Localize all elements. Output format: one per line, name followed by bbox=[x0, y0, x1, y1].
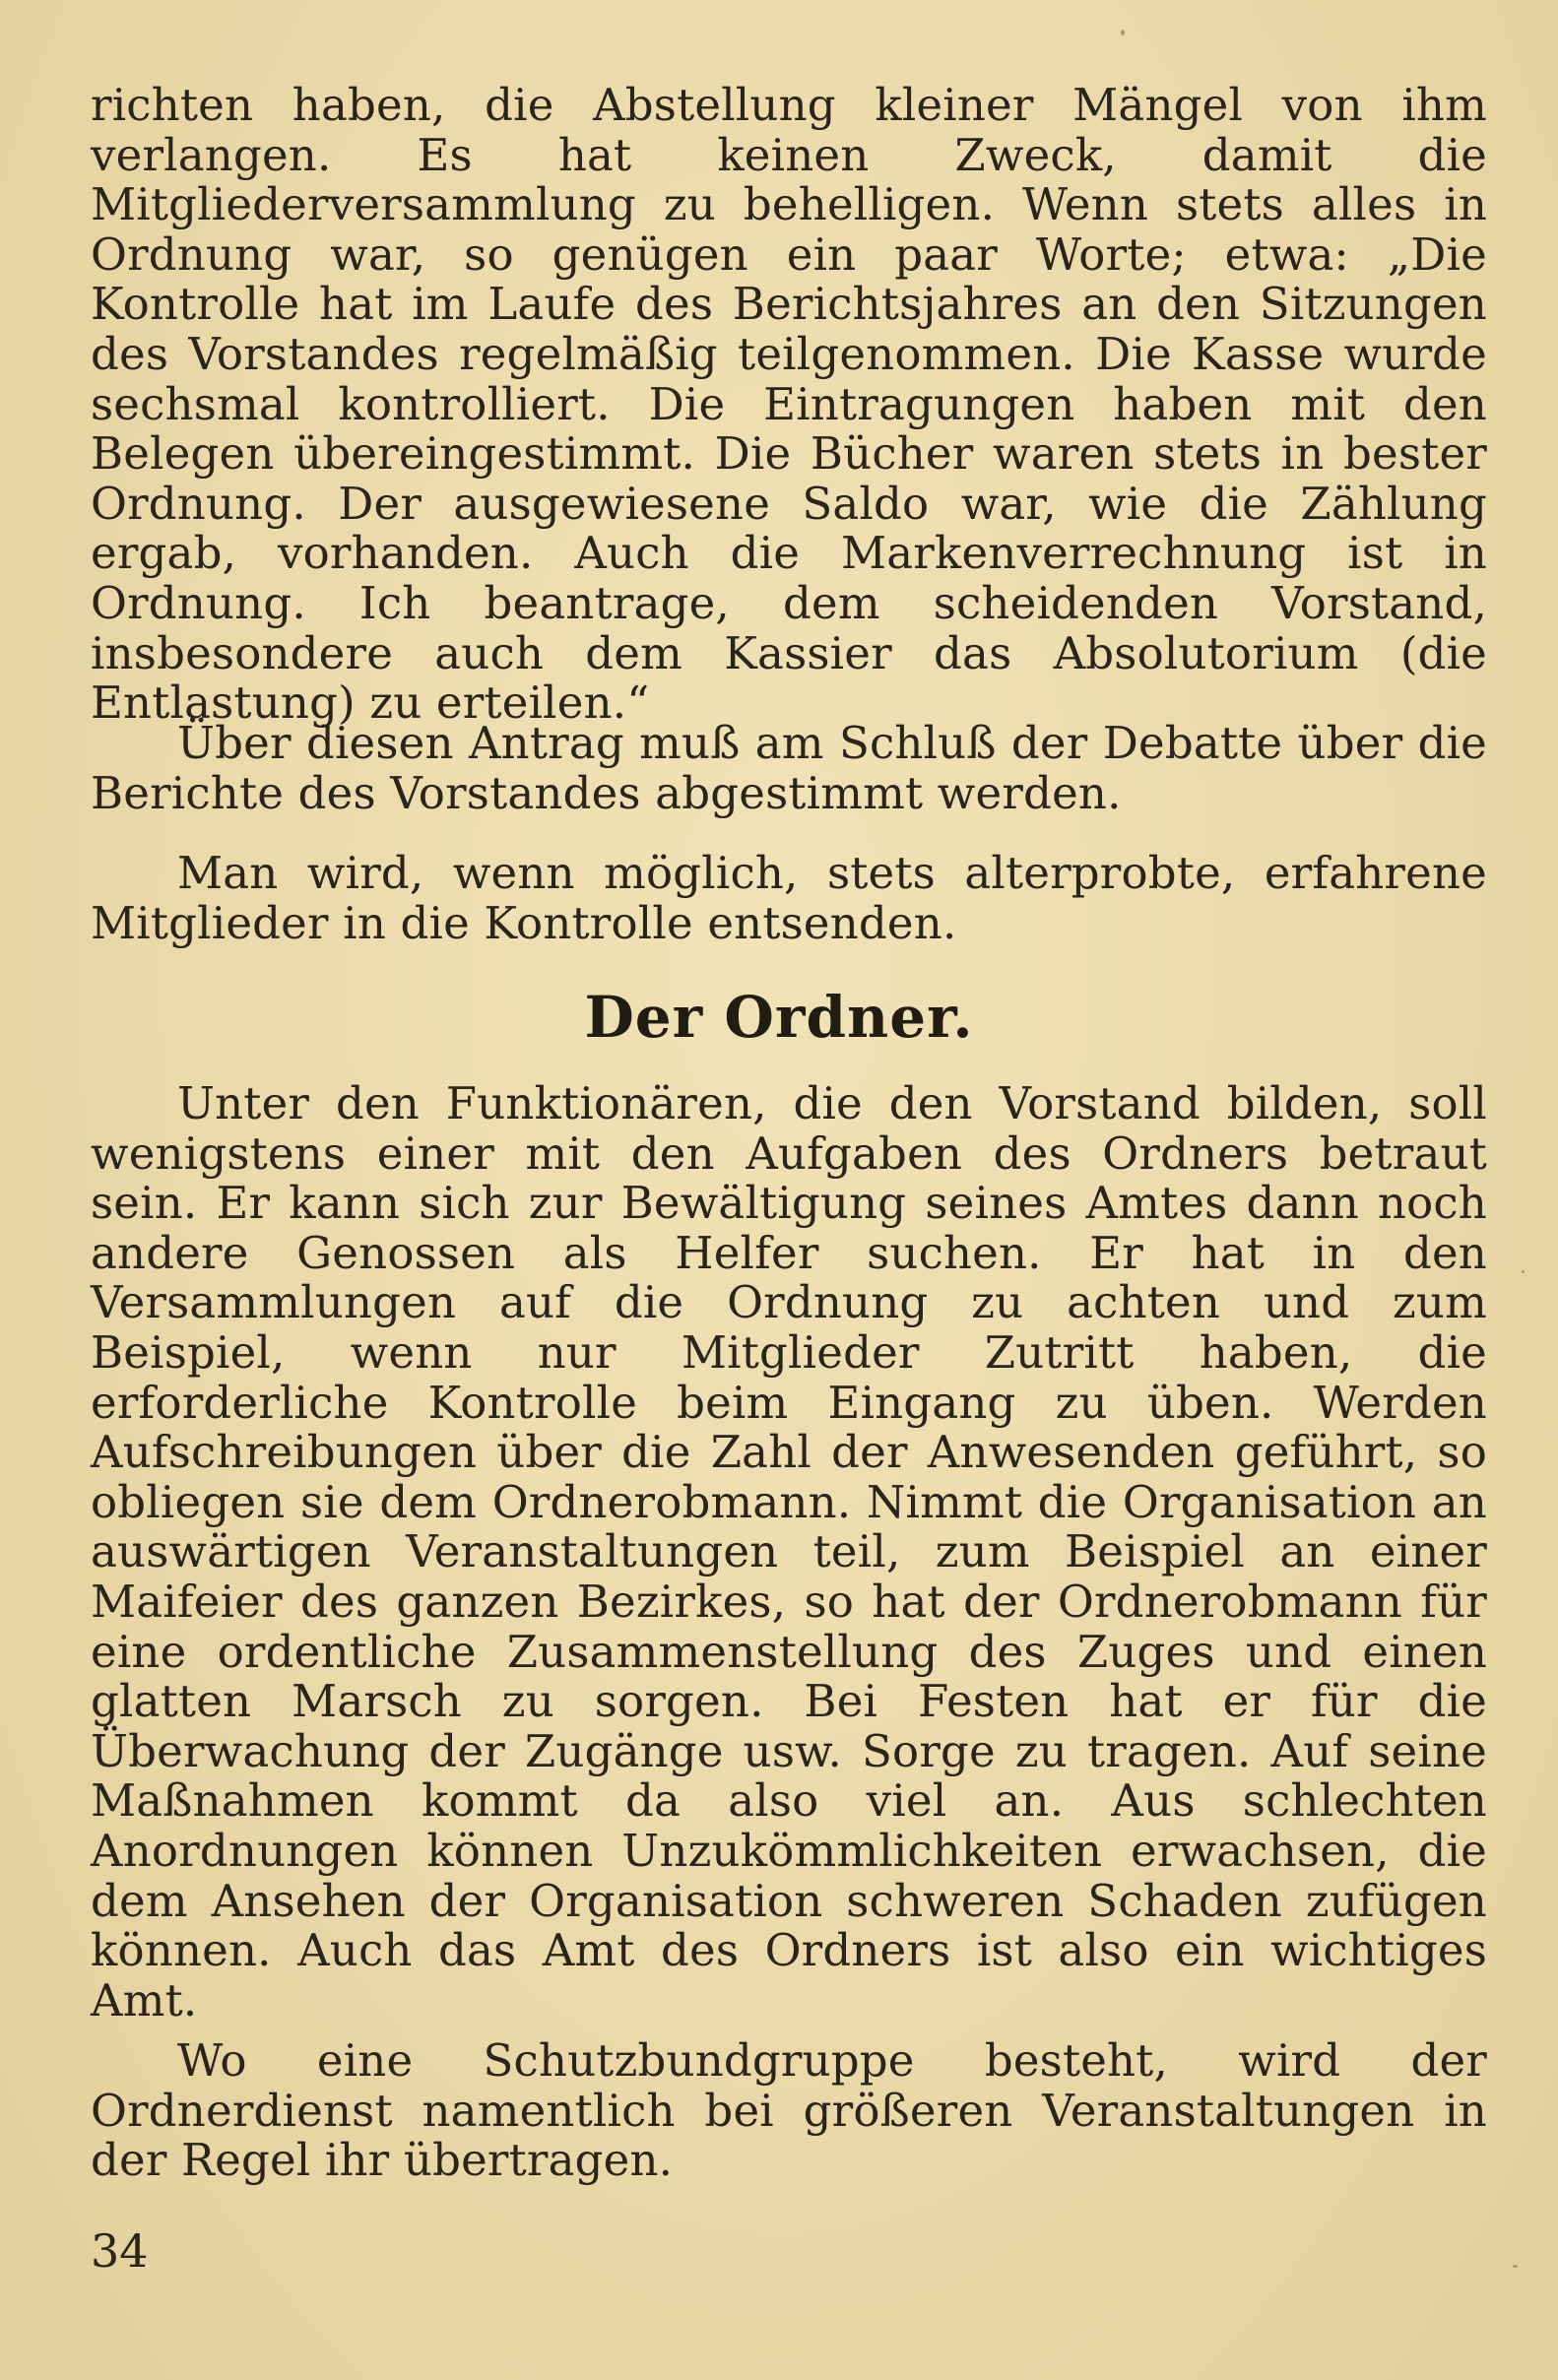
continuation-paragraph bbox=[91, 81, 1487, 729]
antrag-paragraph-text: Über diesen Antrag muß am Schluß der Debatte über die Berichte des Vorstandes abgestimmt werden. bbox=[91, 717, 1487, 819]
man-paragraph-text: Man wird, wenn möglich, stets alterprobte, erfahrene Mitglieder in die Kontrolle entsenden. bbox=[91, 847, 1487, 949]
paper-speck bbox=[1522, 1270, 1525, 1273]
ordner-paragraph bbox=[91, 1079, 1487, 2026]
paper-speck bbox=[1121, 30, 1125, 35]
paper-speck bbox=[1513, 2265, 1518, 2268]
section-heading: Der Ordner. bbox=[584, 984, 974, 1051]
schutzbund-paragraph-text: Wo eine Schutzbundgruppe besteht, wird der Ordnerdienst namentlich bei größeren Veranstaltungen in der Regel ihr übertragen. bbox=[91, 2034, 1487, 2187]
antrag-paragraph bbox=[91, 719, 1487, 818]
continuation-paragraph-text: richten haben, die Abstellung kleiner Mängel von ihm verlangen. Es hat keinen Zweck, damit die Mitgliederversammlung zu behelligen. Wenn stets alles in Ordnung war, so genügen ein paar Worte; etwa: „Die Kontrolle hat im Laufe des Berichtsjahres an den Sitzungen des Vorstandes regelmäßig teilgenommen. Die Kasse wurde sechsmal kontrolliert. Die Eintragungen haben mit den Belegen übereingestimmt. Die Bücher waren stets in bester Ordnung. Der ausgewiesene Saldo war, wie die Zählung ergab, vorhanden. Auch die Markenverrechnung ist in Ordnung. Ich beantrage, dem scheidenden Vorstand, insbesondere auch dem Kassier das Absolutorium (die Entlastung) zu erteilen.“ bbox=[91, 79, 1487, 730]
page-number: 34 bbox=[91, 2224, 149, 2278]
man-paragraph bbox=[91, 849, 1487, 948]
schutzbund-paragraph bbox=[91, 2036, 1487, 2186]
ordner-paragraph-text: Unter den Funktionären, die den Vorstand bilden, soll wenigstens einer mit den Aufgaben des Ordners betraut sein. Er kann sich zur Bewältigung seines Amtes dann noch andere Genossen als Helfer suchen. Er hat in den Versammlungen auf die Ordnung zu achten und zum Beispiel, wenn nur Mitglieder Zutritt haben, die erforderliche Kontrolle beim Eingang zu üben. Werden Aufschreibungen über die Zahl der Anwesenden geführt, so obliegen sie dem Ordnerobmann. Nimmt die Organisation an auswärtigen Veranstaltungen teil, zum Beispiel an einer Maifeier des ganzen Bezirkes, so hat der Ordnerobmann für eine ordentliche Zusammenstellung des Zuges und einen glatten Marsch zu sorgen. Bei Festen hat er für die Überwachung der Zugänge usw. Sorge zu tragen. Auf seine Maßnahmen kommt da also viel an. Aus schlechten Anordnungen können Unzukömmlichkeiten erwachsen, die dem Ansehen der Organisation schweren Schaden zufügen können. Auch das Amt des Ordners ist also ein wichtiges Amt. bbox=[91, 1077, 1487, 2026]
